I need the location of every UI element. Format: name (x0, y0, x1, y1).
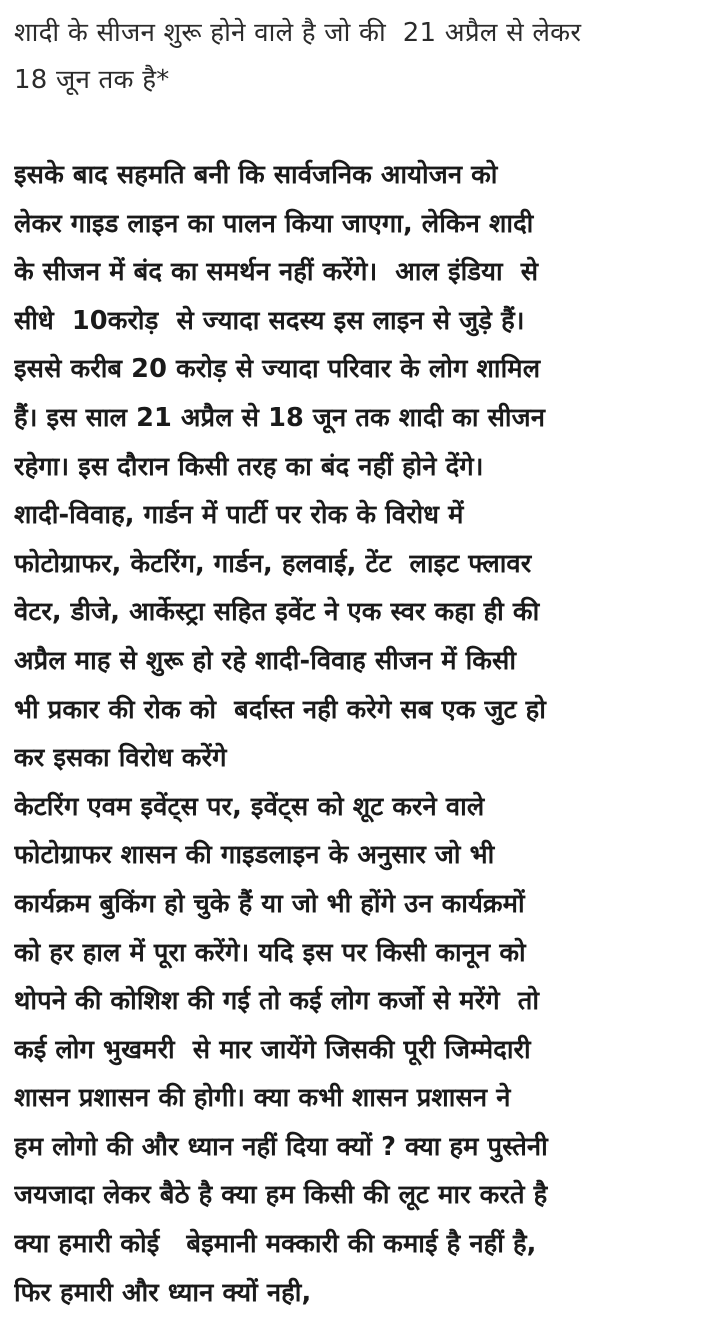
intro-line: शादी के सीजन शुरू होने वाले है जो की 21 अप्रैल से लेकर (14, 18, 582, 48)
body-line: कई लोग भुखमरी से मार जायेंगे जिसकी पूरी जिम्मेदारी (14, 1034, 531, 1065)
body-line: फिर हमारी और ध्यान क्यों नही, (14, 1277, 312, 1308)
body-line: लेकर गाइड लाइन का पालन किया जाएगा, लेकिन शादी (14, 208, 534, 239)
body-line: इससे करीब 20 करोड़ से ज्यादा परिवार के लोग शामिल (14, 354, 541, 385)
intro-line: 18 जून तक है* (14, 65, 170, 95)
body-line: कार्यक्रम बुकिंग हो चुके हैं या जो भी होंगे उन कार्यक्रमों (14, 888, 525, 919)
paragraph-spacer (14, 104, 699, 151)
body-line: फोटोग्राफर शासन की गाइडलाइन के अनुसार जो भी (14, 840, 495, 871)
intro-paragraph (14, 10, 699, 104)
body-line: अप्रैल माह से शुरू हो रहे शादी-विवाह सीजन में किसी (14, 645, 517, 676)
body-line: क्या हमारी कोई बेइमानी मक्कारी की कमाई है नहीं है, (14, 1229, 537, 1260)
body-line: शादी-विवाह, गार्डन में पार्टी पर रोक के विरोध में (14, 500, 464, 531)
body-line: वेटर, डीजे, आर्केस्ट्रा सहित इवेंट ने एक स्वर कहा ही की (14, 597, 540, 628)
body-line: सीधे 10करोड़ से ज्यादा सदस्य इस लाइन से जुड़े हैं। (14, 305, 525, 336)
body-line: भी प्रकार की रोक को बर्दास्त नही करेगे सब एक जुट हो (14, 694, 546, 725)
body-line: हम लोगो की और ध्यान नहीं दिया क्यों ? क्या हम पुस्तेनी (14, 1131, 548, 1162)
body-line: शासन प्रशासन की होगी। क्या कभी शासन प्रशासन ने (14, 1083, 511, 1114)
body-line: इसके बाद सहमति बनी कि सार्वजनिक आयोजन को (14, 160, 498, 190)
body-line: जयजादा लेकर बैठे है क्या हम किसी की लूट मार करते है (14, 1180, 548, 1211)
body-line: केटरिंग एवम इवेंट्स पर, इवेंट्स को शूट करने वाले (14, 791, 485, 822)
body-line: हैं। इस साल 21 अप्रैल से 18 जून तक शादी का सीजन (14, 402, 546, 433)
body-line: के सीजन में बंद का समर्थन नहीं करेंगे। आल इंडिया से (14, 257, 539, 288)
body-line: थोपने की कोशिश की गई तो कई लोग कर्जो से मरेंगे तो (14, 986, 540, 1017)
body-line: कर इसका विरोध करेंगे (14, 743, 227, 774)
body-line: को हर हाल में पूरा करेंगे। यदि इस पर किसी कानून को (14, 937, 526, 968)
body-line: रहेगा। इस दौरान किसी तरह का बंद नहीं होने देंगे। (14, 451, 484, 482)
body-line: फोटोग्राफर, केटरिंग, गार्डन, हलवाई, टेंट लाइट फ्लावर (14, 548, 532, 579)
body-paragraph (14, 151, 699, 1317)
